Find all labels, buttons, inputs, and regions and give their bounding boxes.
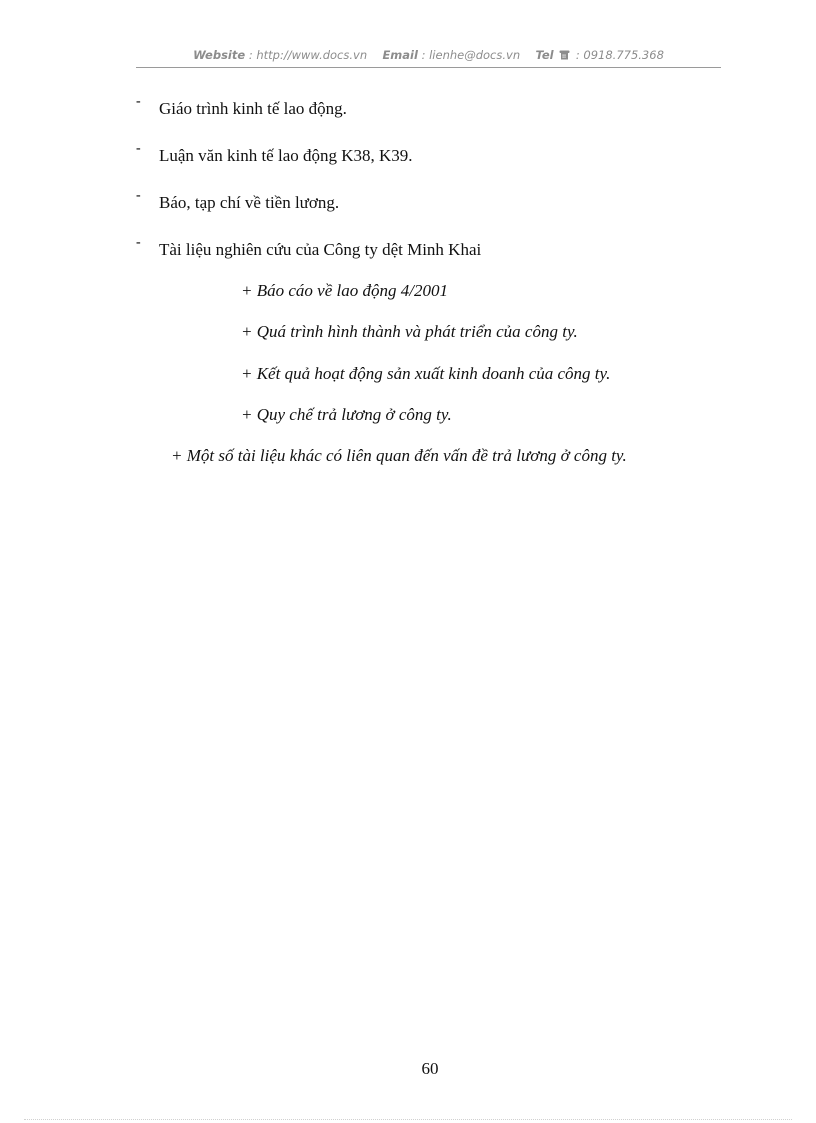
- sub-item: + Báo cáo về lao động 4/2001: [241, 281, 448, 300]
- page-number: 60: [421, 1059, 439, 1078]
- reference-text: Luận văn kinh tế lao động K38, K39.: [159, 146, 413, 165]
- telephone-icon: [559, 48, 570, 58]
- tel-label: Tel: [535, 48, 554, 62]
- page-header: [136, 47, 721, 68]
- bullet-dash: -: [136, 235, 141, 250]
- footer-divider: [24, 1119, 792, 1120]
- phone-number: : 0918.775.368: [575, 48, 664, 62]
- email-link[interactable]: : lienhe@docs.vn: [421, 48, 521, 62]
- email-label: Email: [382, 48, 418, 62]
- website-link[interactable]: : http://www.docs.vn: [248, 48, 368, 62]
- bullet-dash: -: [136, 141, 141, 156]
- sub-item-last: + Một số tài liệu khác có liên quan đến vấn đề trả lương ở công ty.: [171, 446, 627, 465]
- website-label: Website: [193, 48, 246, 62]
- sub-item: + Quy chế trả lương ở công ty.: [241, 405, 452, 424]
- reference-text: Tài liệu nghiên cứu của Công ty dệt Minh Khai: [159, 240, 482, 259]
- sub-item: + Kết quả hoạt động sản xuất kinh doanh của công ty.: [241, 364, 611, 383]
- reference-text: Giáo trình kinh tế lao động.: [159, 99, 347, 118]
- sub-item: + Quá trình hình thành và phát triển của công ty.: [241, 322, 578, 341]
- bullet-dash: -: [136, 188, 141, 203]
- bullet-dash: -: [136, 94, 141, 109]
- reference-text: Báo, tạp chí về tiền lương.: [159, 193, 340, 212]
